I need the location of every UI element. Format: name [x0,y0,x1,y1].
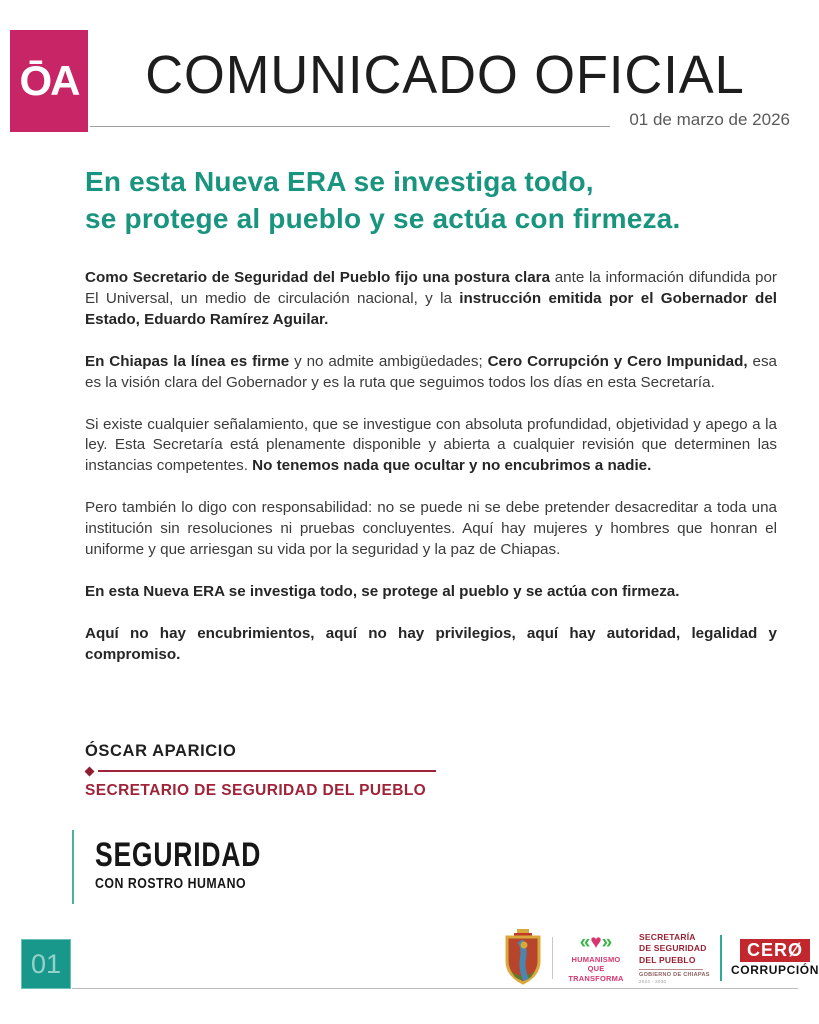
oa-logo [10,30,88,132]
signatory-name: ÓSCAR APARICIO [85,742,237,760]
secretaria-divider [639,969,703,970]
gobierno-label: GOBIERNO DE CHIAPAS [639,971,710,978]
secretaria-line2: DE SEGURIDAD [639,943,707,954]
diamond-icon [85,766,95,776]
footer-separator-teal [720,935,722,981]
headline [85,163,785,237]
oa-monogram-icon: ŌA [19,57,79,104]
body-text: esa es la visión clara del Gobernador y es la ruta que seguimos todos los días en esta Secretaría. [85,352,777,391]
body-paragraph [85,268,777,331]
cero-badge: CERØ [740,939,810,963]
humanismo-text [562,955,630,983]
brand-line1: SEGURIDAD [95,836,262,874]
signature-block [85,742,436,800]
body-paragraph [85,498,777,561]
body-paragraph [85,352,777,394]
gobierno-years: 2024 - 2030 [639,978,667,984]
page-number-badge [21,939,71,989]
right-chevrons-icon: » [601,931,613,953]
body-text-bold: Como Secretario de Seguridad del Pueblo fijo una postura clara [85,269,555,286]
corrupcion-label: CORRUPCIÓN [731,963,819,978]
hands-heart-icon [562,933,630,952]
body-text-bold: En esta Nueva ERA se investiga todo, se protege al pueblo y se actúa con firmeza. [85,582,680,600]
secretaria-line3: DEL PUEBLO [639,954,696,965]
body-text-bold: En Chiapas la línea es firme [85,352,295,370]
headline-line1: En esta Nueva ERA se investiga todo, [85,166,594,197]
headline-line2: se protege al pueblo y se actúa con firmeza. [85,203,681,234]
brand-vertical-bar [72,830,74,904]
chiapas-coat-of-arms-icon [503,929,543,987]
cero-corrupcion-logo [731,939,819,978]
secretaria-logo [639,932,711,983]
body-text: y no admite ambigüedades; [294,352,488,370]
body-paragraph [85,582,777,603]
humanismo-line1: HUMANISMO QUE [571,954,621,974]
footer-logos [503,922,819,994]
left-chevrons-icon: « [579,931,591,953]
signature-divider [85,767,436,775]
body-text: ante la información difundida por El Universal, un medio de circulación nacional, y la [85,269,777,307]
brand-text [95,830,308,904]
body-text: Si existe cualquier señalamiento, que se investigue con absoluta profundidad, objetividad y apego a la ley. Esta Secretaría está plenamente disponible y abierta a cualquier revisión que determinen las instancias competentes. [85,415,777,475]
document-title: COMUNICADO OFICIAL [145,45,745,105]
body-paragraph [85,415,777,478]
humanismo-line2: TRANSFORMA [568,973,624,983]
humanismo-logo [562,933,630,983]
document-date: 01 de marzo de 2026 [629,110,790,129]
body-text-bold: Cero Corrupción y Cero Impunidad, [487,352,753,370]
footer-separator [552,937,553,979]
brand-line2: CON ROSTRO HUMANO [95,876,247,892]
heart-icon: ♥ [590,931,602,953]
page-number: 01 [30,948,62,979]
body-paragraphs [85,268,777,687]
body-paragraph [85,624,777,666]
signatory-title: SECRETARIO DE SEGURIDAD DEL PUEBLO [85,782,427,799]
seguridad-brand [72,830,308,904]
signature-line [98,770,436,772]
header-divider [90,126,610,127]
secretaria-line1: SECRETARÍA [639,932,696,943]
body-text-bold: No tenemos nada que ocultar y no encubrimos a nadie. [252,457,652,475]
body-text: Pero también lo digo con responsabilidad: no se puede ni se debe pretender desacreditar a toda una institución sin resoluciones ni pruebas concluyentes. Aquí hay mujeres y hombres que honran el uniforme y que arriesgan su vida por la seguridad y la paz de Chiapas. [85,499,777,559]
body-text-bold: instrucción emitida por el Gobernador del Estado, Eduardo Ramírez Aguilar. [85,289,777,328]
body-text-bold: Aquí no hay encubrimientos, aquí no hay privilegios, aquí hay autoridad, legalidad y compromiso. [85,624,777,663]
